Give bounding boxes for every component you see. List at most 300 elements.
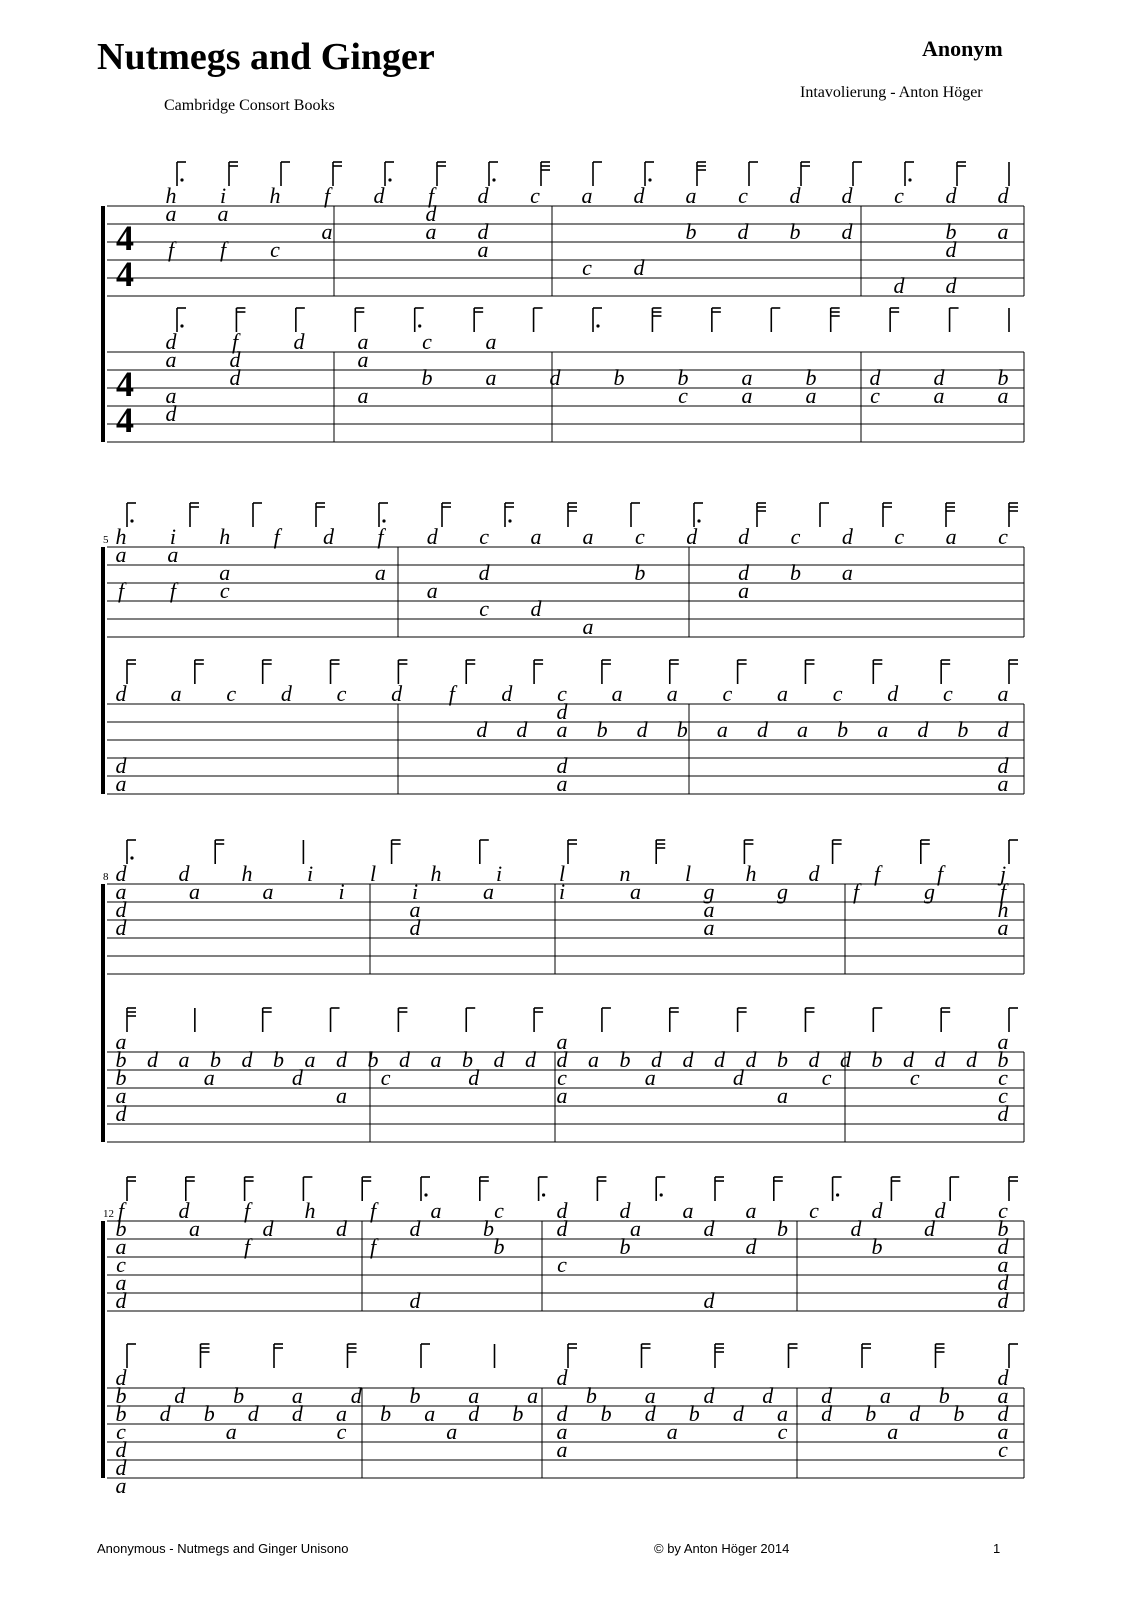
tab-letter: a: [165, 347, 177, 372]
tab-letter: b: [938, 1383, 950, 1408]
tab-letter: h: [745, 861, 757, 886]
tab-letter: a: [945, 524, 957, 549]
tab-letter: a: [225, 1419, 237, 1444]
tab-letter: a: [115, 542, 127, 567]
tab-letter: l: [369, 861, 377, 886]
rhythm-flag: [833, 840, 842, 864]
tab-letter: h: [219, 524, 231, 549]
rhythm-flag: [921, 840, 930, 864]
tab-letter: h: [115, 524, 127, 549]
time-signature-denominator: 4: [116, 254, 134, 294]
tab-letter: d: [745, 1234, 757, 1259]
tab-letter: a: [357, 329, 369, 354]
tab-letter: b: [203, 1401, 215, 1426]
tab-letter: d: [373, 183, 385, 208]
tab-letter: d: [997, 753, 1009, 778]
system: [101, 1177, 1024, 1498]
tab-letter: a: [666, 681, 678, 706]
tab-letter: d: [399, 1047, 410, 1072]
tab-letter: c: [998, 1437, 1008, 1462]
tab-letter: c: [894, 183, 904, 208]
tab-letter: b: [777, 1047, 788, 1072]
rhythm-flag: [957, 162, 966, 186]
tab-letter: a: [430, 1047, 442, 1072]
tab-letter: a: [933, 383, 945, 408]
tab-letter: f: [873, 861, 881, 886]
tab-letter: a: [703, 897, 715, 922]
tab-staff: [107, 1008, 1024, 1142]
rhythm-flag: [883, 503, 892, 527]
rhythm-flag: [442, 503, 451, 527]
tab-letter: d: [247, 1401, 259, 1426]
tab-letter: f: [936, 861, 944, 886]
tab-letter: d: [633, 255, 645, 280]
tab-letter: f: [243, 1198, 251, 1223]
tab-letter: a: [997, 219, 1009, 244]
tab-letter: a: [304, 1047, 316, 1072]
tab-letter: b: [871, 1047, 883, 1072]
tab-letter: h: [165, 183, 177, 208]
tab-letter: f: [231, 329, 239, 354]
tab-letter: a: [703, 915, 715, 940]
tab-letter: d: [549, 365, 561, 390]
tab-letter: c: [226, 681, 237, 706]
rhythm-flag: [263, 1008, 272, 1032]
tab-letter: a: [409, 897, 421, 922]
tab-letter: d: [165, 401, 177, 426]
rhythm-flag: [568, 503, 577, 527]
tab-letter: i: [495, 861, 503, 886]
tab-letter: h: [269, 183, 281, 208]
tab-letter: g: [924, 879, 935, 904]
rhythm-flag: [348, 1344, 357, 1368]
tab-letter: d: [997, 1401, 1009, 1426]
tab-letter: c: [894, 524, 905, 549]
rhythm-flag: [127, 503, 136, 527]
tab-letter: f: [999, 879, 1007, 904]
tab-letter: d: [633, 183, 645, 208]
tab-letter: a: [716, 717, 728, 742]
tab-letter: d: [391, 681, 403, 706]
tab-staff: [107, 1344, 1024, 1498]
rhythm-flag: [645, 162, 654, 186]
tab-letter: c: [809, 1198, 819, 1223]
rhythm-flag: [539, 1177, 548, 1201]
tab-letter: d: [934, 1047, 946, 1072]
rhythm-flag: [263, 660, 272, 684]
tab-letter: c: [678, 383, 688, 408]
tab-letter: b: [619, 1234, 631, 1259]
tab-letter: b: [367, 1047, 379, 1072]
tab-letter: d: [556, 699, 568, 724]
composer: Anonym: [922, 36, 1003, 61]
tab-letter: d: [409, 1216, 421, 1241]
tab-letter: b: [115, 1216, 127, 1241]
tab-letter: g: [777, 879, 788, 904]
rhythm-flag: [697, 162, 706, 186]
tab-letter: d: [115, 897, 127, 922]
tab-letter: c: [790, 524, 801, 549]
tab-letter: d: [241, 1047, 253, 1072]
rhythm-flag: [890, 308, 899, 332]
tab-letter: a: [997, 1419, 1009, 1444]
rhythm-flag: [712, 308, 721, 332]
tab-letter: d: [229, 365, 241, 390]
tab-letter: c: [219, 578, 230, 603]
tab-letter: d: [115, 681, 127, 706]
rhythm-flag: [805, 660, 814, 684]
tab-letter: a: [887, 1419, 899, 1444]
tab-letter: d: [945, 273, 957, 298]
rhythm-flag: [597, 1177, 606, 1201]
tab-letter: a: [165, 201, 177, 226]
tab-letter: c: [422, 329, 432, 354]
tab-letter: a: [797, 717, 809, 742]
tab-letter: b: [789, 560, 801, 585]
tab-letter: d: [178, 861, 190, 886]
tab-letter: a: [741, 383, 753, 408]
rhythm-flag: [1009, 503, 1018, 527]
tab-letter: d: [262, 1216, 274, 1241]
tab-letter: b: [997, 1216, 1009, 1241]
tab-letter: d: [556, 1216, 568, 1241]
rhythm-flag: [201, 1344, 210, 1368]
tab-letter: a: [582, 524, 594, 549]
tab-letter: c: [777, 1419, 788, 1444]
rhythm-flag: [229, 162, 238, 186]
tab-letter: d: [619, 1198, 631, 1223]
tab-letter: b: [483, 1216, 494, 1241]
tab-letter: d: [945, 237, 957, 262]
rhythm-flag: [215, 840, 224, 864]
rhythm-flag: [274, 1344, 283, 1368]
tab-letter: f: [448, 681, 455, 706]
tab-letter: d: [530, 596, 542, 621]
rhythm-flag: [333, 162, 342, 186]
tab-letter: d: [115, 1101, 127, 1126]
rhythm-flag: [127, 840, 136, 864]
tab-letter: d: [556, 1198, 568, 1223]
rhythm-flag: [757, 503, 766, 527]
tab-letter: a: [115, 1083, 127, 1108]
tab-letter: a: [374, 560, 386, 585]
tab-letter: d: [293, 329, 305, 354]
tab-letter: d: [159, 1401, 171, 1426]
tab-letter: a: [336, 1083, 347, 1108]
system-bracket: [101, 1221, 105, 1478]
rhythm-flag: [771, 308, 780, 332]
system-bracket: [101, 884, 105, 1142]
tab-letter: d: [336, 1216, 347, 1241]
tab-letter: d: [934, 1198, 946, 1223]
tab-letter: c: [722, 681, 733, 706]
tab-letter: c: [582, 255, 592, 280]
tab-letter: d: [525, 1047, 536, 1072]
tab-letter: i: [558, 879, 566, 904]
tab-letter: d: [477, 183, 489, 208]
tab-letter: b: [380, 1401, 392, 1426]
tab-letter: a: [468, 1383, 480, 1408]
tab-letter: a: [997, 1383, 1009, 1408]
rhythm-flag: [534, 1008, 543, 1032]
tab-letter: c: [738, 183, 748, 208]
tab-letter: d: [997, 1365, 1009, 1390]
tab-letter: c: [336, 1419, 347, 1444]
tab-letter: d: [808, 1047, 820, 1072]
tab-letter: c: [116, 1252, 126, 1277]
tab-letter: a: [485, 365, 497, 390]
tab-letter: c: [380, 1065, 391, 1090]
rhythm-flag: [177, 308, 186, 332]
tab-letter: a: [997, 1029, 1009, 1054]
tab-letter: d: [493, 1047, 505, 1072]
tab-letter: b: [273, 1047, 284, 1072]
tab-letter: f: [323, 183, 331, 208]
tab-letter: d: [229, 347, 241, 372]
tab-letter: d: [738, 560, 750, 585]
tab-letter: d: [409, 915, 421, 940]
tab-letter: c: [870, 383, 880, 408]
rhythm-flag: [534, 660, 543, 684]
tab-letter: f: [369, 1198, 377, 1223]
tab-letter: a: [189, 879, 200, 904]
tab-letter: d: [893, 273, 905, 298]
rhythm-flag: [738, 660, 747, 684]
tab-letter: d: [997, 183, 1009, 208]
rhythm-flag: [905, 162, 914, 186]
tab-letter: d: [516, 717, 528, 742]
tab-letter: d: [997, 1101, 1009, 1126]
tab-letter: d: [280, 681, 292, 706]
tab-letter: a: [777, 681, 788, 706]
tab-letter: b: [685, 219, 697, 244]
tab-letter: a: [997, 915, 1009, 940]
tab-letter: d: [476, 717, 488, 742]
rhythm-flag: [541, 162, 550, 186]
rhythm-flag: [941, 1008, 950, 1032]
tab-letter: d: [933, 365, 945, 390]
rhythm-flag: [568, 840, 577, 864]
tab-letter: d: [840, 1047, 851, 1072]
tab-letter: a: [336, 1401, 347, 1426]
tab-letter: f: [427, 183, 435, 208]
tab-letter: a: [581, 183, 593, 208]
tab-letter: b: [115, 1047, 127, 1072]
tab-letter: d: [477, 219, 489, 244]
tab-letter: b: [512, 1401, 524, 1426]
rhythm-flag: [127, 660, 136, 684]
tab-letter: d: [115, 1437, 127, 1462]
tab-letter: a: [219, 560, 231, 585]
tab-letter: d: [644, 1401, 656, 1426]
tab-letter: d: [997, 1288, 1009, 1313]
rhythm-flag: [670, 1008, 679, 1032]
tab-letter: a: [582, 614, 594, 639]
tab-letter: a: [777, 1401, 788, 1426]
tab-letter: b: [619, 1047, 631, 1072]
rhythm-flag: [789, 1344, 798, 1368]
rhythm-flag: [1009, 840, 1018, 864]
tab-staff: [107, 308, 1024, 442]
tab-letter: b: [462, 1047, 473, 1072]
tab-letter: b: [634, 560, 646, 585]
rhythm-flag: [873, 1008, 882, 1032]
tab-letter: n: [619, 861, 631, 886]
tab-letter: d: [115, 915, 127, 940]
rhythm-flag: [873, 660, 882, 684]
tab-letter: d: [738, 524, 750, 549]
tab-letter: a: [745, 1198, 757, 1223]
tab-letter: a: [291, 1383, 303, 1408]
tab-letter: f: [369, 1234, 377, 1259]
rhythm-flag: [127, 1344, 136, 1368]
tab-letter: b: [997, 1047, 1009, 1072]
tab-letter: a: [430, 1198, 442, 1223]
rhythm-flag: [480, 1177, 489, 1201]
tab-letter: a: [321, 219, 333, 244]
tab-letter: a: [217, 201, 229, 226]
rhythm-flag: [1009, 1177, 1018, 1201]
tab-letter: d: [997, 1270, 1009, 1295]
tab-letter: a: [644, 1383, 656, 1408]
tab-staff: [107, 660, 1024, 796]
tab-letter: b: [805, 365, 817, 390]
rhythm-flag: [642, 1344, 651, 1368]
tab-letter: d: [556, 1047, 568, 1072]
tab-letter: b: [997, 365, 1009, 390]
tab-letter: d: [789, 183, 801, 208]
page-number: 1: [993, 1541, 1001, 1556]
tab-letter: d: [115, 1455, 127, 1480]
tab-letter: a: [115, 879, 127, 904]
system-bracket: [101, 206, 105, 442]
rhythm-flag: [190, 503, 199, 527]
tab-letter: b: [421, 365, 433, 390]
source: Cambridge Consort Books: [164, 97, 335, 114]
tab-letter: b: [585, 1383, 597, 1408]
tab-letter: f: [169, 578, 176, 603]
tab-letter: f: [219, 237, 227, 262]
footer-copyright: © by Anton Höger 2014: [654, 1541, 790, 1556]
tab-letter: i: [338, 879, 345, 904]
rhythm-flag: [466, 660, 475, 684]
tab-letter: d: [808, 861, 820, 886]
tab-letter: b: [409, 1383, 421, 1408]
rhythm-flag: [385, 162, 394, 186]
tab-letter: b: [957, 717, 969, 742]
rhythm-flag: [805, 1008, 814, 1032]
tab-letter: f: [377, 524, 384, 549]
tab-letter: a: [115, 771, 127, 796]
tab-letter: c: [998, 1065, 1008, 1090]
tab-letter: a: [115, 1029, 127, 1054]
tab-letter: c: [557, 1252, 567, 1277]
tab-letter: b: [953, 1401, 965, 1426]
tab-letter: d: [426, 524, 438, 549]
tab-letter: b: [837, 717, 849, 742]
rhythm-flag: [593, 162, 602, 186]
tab-letter: a: [877, 717, 889, 742]
tab-letter: a: [841, 560, 853, 585]
tab-letter: d: [737, 219, 749, 244]
tab-letter: a: [741, 365, 753, 390]
tab-letter: i: [219, 183, 227, 208]
page-title: Nutmegs and Ginger: [97, 36, 435, 78]
tab-letter: d: [178, 1198, 190, 1223]
tab-letter: d: [756, 717, 768, 742]
tab-letter: a: [425, 219, 437, 244]
tab-letter: d: [997, 717, 1009, 742]
tab-letter: d: [468, 1065, 480, 1090]
tab-letter: d: [841, 524, 853, 549]
rhythm-flag: [505, 503, 514, 527]
rhythm-flag: [820, 503, 829, 527]
rhythm-flag: [774, 1177, 783, 1201]
tab-letter: a: [611, 681, 623, 706]
tab-letter: b: [871, 1234, 883, 1259]
tab-letter: d: [350, 1383, 362, 1408]
tab-letter: f: [117, 578, 125, 603]
rhythm-flag: [715, 1344, 724, 1368]
arranger: Intavolierung - Anton Höger: [800, 84, 983, 101]
system-bracket: [101, 547, 105, 794]
tab-letter: a: [424, 1401, 436, 1426]
tab-letter: d: [821, 1401, 833, 1426]
tab-letter: d: [651, 1047, 662, 1072]
tab-letter: d: [323, 524, 335, 549]
tab-letter: d: [703, 1216, 715, 1241]
tab-letter: c: [998, 1198, 1008, 1223]
tab-letter: d: [501, 681, 513, 706]
rhythm-flag: [602, 1008, 611, 1032]
tab-letter: d: [841, 219, 853, 244]
tab-letter: d: [703, 1288, 715, 1313]
tab-letter: a: [165, 383, 177, 408]
tab-letter: b: [210, 1047, 221, 1072]
rhythm-flag: [656, 840, 665, 864]
tab-letter: a: [738, 578, 750, 603]
tab-letter: a: [588, 1047, 599, 1072]
rhythm-flag: [1009, 660, 1018, 684]
tab-letter: d: [291, 1401, 303, 1426]
tab-letter: a: [556, 1437, 568, 1462]
rhythm-flag: [950, 1177, 959, 1201]
tab-letter: d: [732, 1401, 744, 1426]
tab-letter: d: [917, 717, 929, 742]
tab-letter: d: [468, 1401, 480, 1426]
rhythm-flag: [331, 1008, 340, 1032]
rhythm-flag: [593, 308, 602, 332]
rhythm-flag: [127, 1177, 136, 1201]
tab-letter: b: [233, 1383, 245, 1408]
tab-letter: d: [115, 1288, 127, 1313]
tab-letter: b: [493, 1234, 505, 1259]
rhythm-flag: [421, 1344, 430, 1368]
tab-letter: b: [115, 1383, 127, 1408]
tab-letter: d: [682, 1047, 694, 1072]
tab-letter: a: [556, 1083, 568, 1108]
tab-letter: c: [494, 1198, 504, 1223]
tab-letter: g: [703, 879, 715, 904]
tab-letter: b: [676, 717, 688, 742]
tab-letter: a: [777, 1083, 788, 1108]
rhythm-flag: [421, 1177, 430, 1201]
rhythm-flag: [738, 1008, 747, 1032]
tab-letter: h: [304, 1198, 316, 1223]
rhythm-flag: [936, 1344, 945, 1368]
measure-number: 12: [103, 1208, 114, 1220]
tab-letter: a: [527, 1383, 539, 1408]
